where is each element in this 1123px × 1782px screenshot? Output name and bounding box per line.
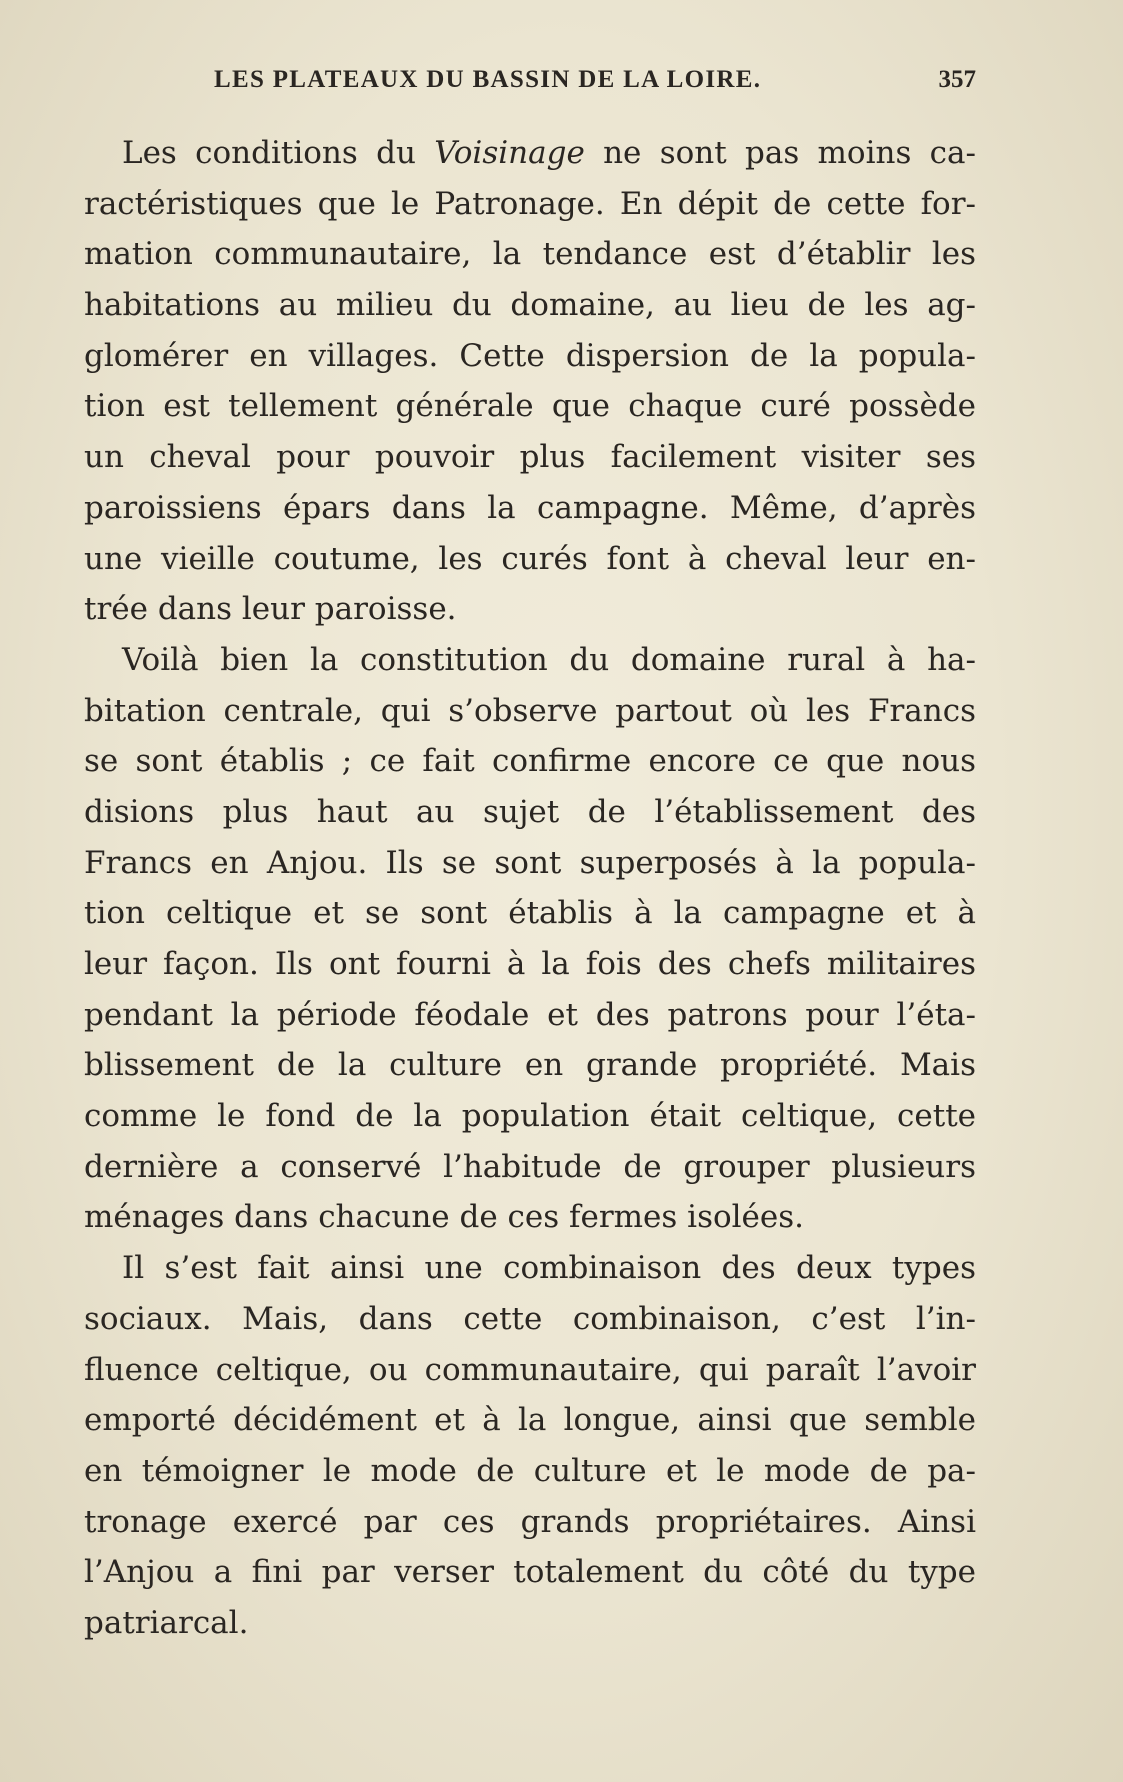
body-text (84, 128, 976, 1649)
text-line: disions plus haut au sujet de l’établissement des (84, 793, 976, 830)
text-line: trée dans leur paroisse. (84, 591, 457, 628)
text-line: pendant la période féodale et des patrons pour l’éta- (84, 996, 976, 1033)
running-head (86, 66, 976, 106)
text-line: emporté décidément et à la longue, ainsi que semble (84, 1402, 976, 1439)
text-line: en témoigner le mode de culture et le mode de pa- (84, 1452, 976, 1489)
page-number: 357 (938, 66, 976, 93)
italic-term: Voisinage (434, 135, 585, 171)
text-line: un cheval pour pouvoir plus facilement visiter ses (84, 439, 976, 476)
paragraph-combinaison (84, 1243, 976, 1649)
text-line: paroissiens épars dans la campagne. Même, d’après (84, 489, 976, 526)
text-line: une vieille coutume, les curés font à cheval leur en- (84, 540, 976, 577)
text-line: comme le fond de la population était celtique, cette (84, 1098, 976, 1135)
text-line: l’Anjou a fini par verser totalement du côté du type (84, 1554, 976, 1591)
text-line: sociaux. Mais, dans cette combinaison, c’est l’in- (84, 1300, 976, 1337)
text-line (84, 128, 976, 179)
text-segment: Les conditions du (122, 135, 435, 171)
text-line: Il s’est fait ainsi une combinaison des deux types (122, 1250, 976, 1287)
text-line: Voilà bien la constitution du domaine rural à ha- (122, 641, 976, 678)
text-line: ractéristiques que le Patronage. En dépit de cette for- (84, 185, 976, 222)
text-line: tion est tellement générale que chaque curé possède (84, 388, 976, 425)
text-line: blissement de la culture en grande propriété. Mais (84, 1047, 976, 1084)
text-line: mation communautaire, la tendance est d’établir les (84, 236, 976, 273)
text-line: bitation centrale, qui s’observe partout où les Francs (84, 692, 976, 729)
text-line: Francs en Anjou. Ils se sont superposés à la popula- (84, 844, 976, 881)
text-line: tronage exercé par ces grands propriétaires. Ainsi (84, 1503, 976, 1540)
text-line: dernière a conservé l’habitude de grouper plusieurs (84, 1148, 976, 1185)
text-line: leur façon. Ils ont fourni à la fois des chefs militaires (84, 946, 976, 982)
text-line: patriarcal. (84, 1604, 249, 1641)
paragraph-voisinage (84, 128, 976, 635)
text-line: fluence celtique, ou communautaire, qui paraît l’avoir (84, 1351, 976, 1388)
text-line: habitations au milieu du domaine, au lieu de les ag- (84, 287, 976, 324)
text-line: ménages dans chacune de ces fermes isolées. (84, 1199, 805, 1236)
running-title: LES PLATEAUX DU BASSIN DE LA LOIRE. (214, 66, 762, 93)
text-line: se sont établis ; ce fait confirme encore ce que nous (84, 743, 976, 780)
text-line: glomérer en villages. Cette dispersion de la popula- (84, 337, 976, 374)
text-segment: ne sont pas moins ca- (584, 135, 976, 171)
paragraph-domaine-rural (84, 635, 976, 1243)
text-line: tion celtique et se sont établis à la campagne et à (84, 895, 976, 932)
